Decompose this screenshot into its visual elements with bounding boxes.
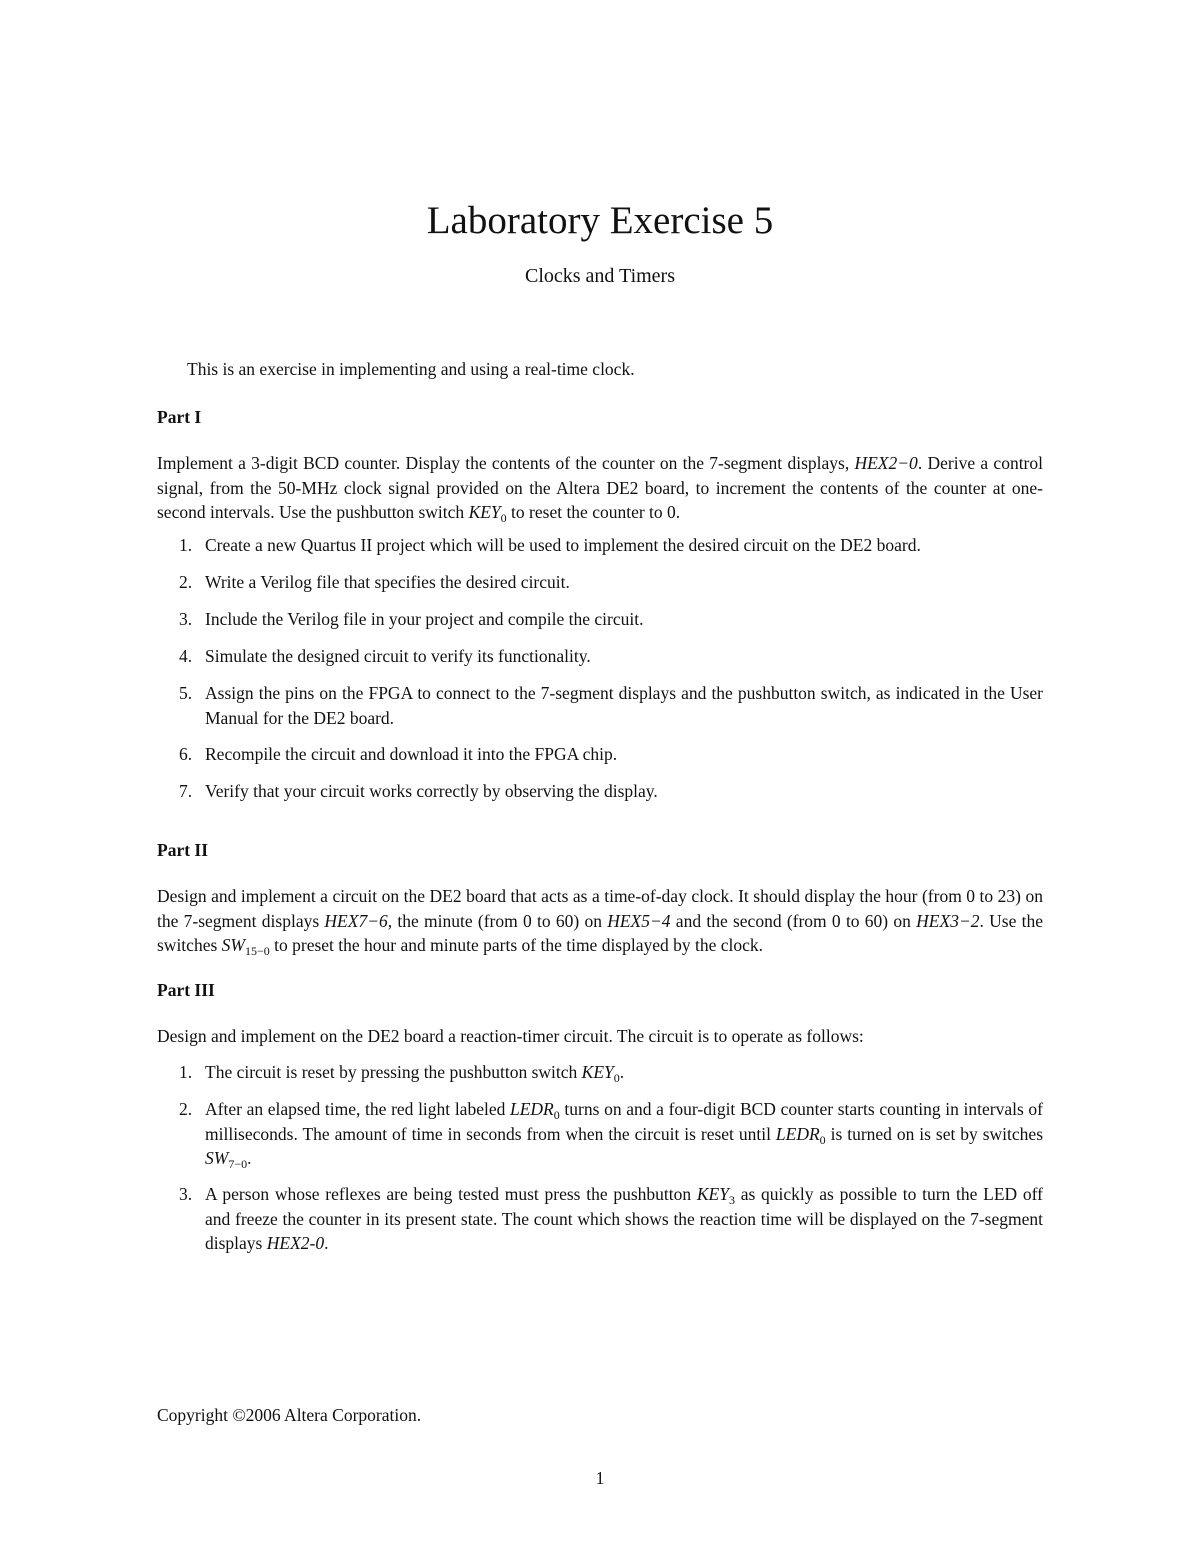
part1-step-3: 3. Include the Verilog file in your project and compile the circuit.: [179, 609, 644, 629]
part1-paragraph: Implement a 3-digit BCD counter. Display the contents of the counter on the 7-segment displays, HEX2−0. Derive a control signal, from the 50-MHz clock signal provided on the Altera DE2 board, to increment the contents of the counter at one-second intervals. Use the pushbutton switch $KEY_0$ to reset the counter to 0.: [157, 453, 1043, 525]
part2-heading: Part II: [157, 840, 209, 860]
page-number: 1: [595, 1468, 605, 1488]
part2-paragraph: Design and implement a circuit on the DE2 board that acts as a time-of-day clock. It should display the hour (from 0 to 23) on the 7-segment displays HEX7−6, the minute (from 0 to 60) on HEX5−4 and the second (from 0 to 60) on HEX3−2. Use the switches $SW_{15-0}$ to preset the hour and minute parts of the time displayed by the clock.: [157, 886, 1043, 958]
intro-paragraph: This is an exercise in implementing and using a real-time clock.: [187, 359, 635, 379]
part3-heading: Part III: [157, 980, 215, 1000]
part1-step-6: 6. Recompile the circuit and download it into the FPGA chip.: [179, 744, 618, 764]
part3-item-2: 2. After an elapsed time, the red light labeled $LEDR_0$ turns on and a four-digit BCD counter starts counting in intervals of milliseconds. The amount of time in seconds from when the circuit is reset until $LEDR_0$ is turned on is set by switches $SW_{7-0}$.: [179, 1099, 1044, 1171]
part3-intro: Design and implement on the DE2 board a reaction-timer circuit. The circuit is to operate as follows:: [157, 1026, 864, 1046]
part1-step-1: 1. Create a new Quartus II project which will be used to implement the desired circuit on the DE2 board.: [179, 535, 921, 555]
part3-item-1: 1. The circuit is reset by pressing the pushbutton switch $KEY_0$.: [179, 1062, 625, 1085]
part1-heading: Part I: [157, 407, 202, 427]
part1-step-5: 5. Assign the pins on the FPGA to connect to the 7-segment displays and the pushbutton switch, as indicated in the User Manual for the DE2 board.: [179, 683, 1043, 728]
document-subtitle: Clocks and Timers: [524, 265, 676, 287]
part1-step-7: 7. Verify that your circuit works correctly by observing the display.: [179, 781, 658, 801]
document-title: Laboratory Exercise 5: [426, 199, 774, 242]
part3-item-3: 3. A person whose reflexes are being tested must press the pushbutton $KEY_3$ as quickly as possible to turn the LED off and freeze the counter in its present state. The count which shows the reaction time will be displayed on the 7-segment displays HEX2-0.: [179, 1184, 1044, 1253]
copyright-footer: Copyright ©2006 Altera Corporation.: [157, 1405, 422, 1425]
part1-step-4: 4. Simulate the designed circuit to verify its functionality.: [179, 646, 591, 666]
part1-step-2: 2. Write a Verilog file that specifies the desired circuit.: [179, 572, 570, 592]
